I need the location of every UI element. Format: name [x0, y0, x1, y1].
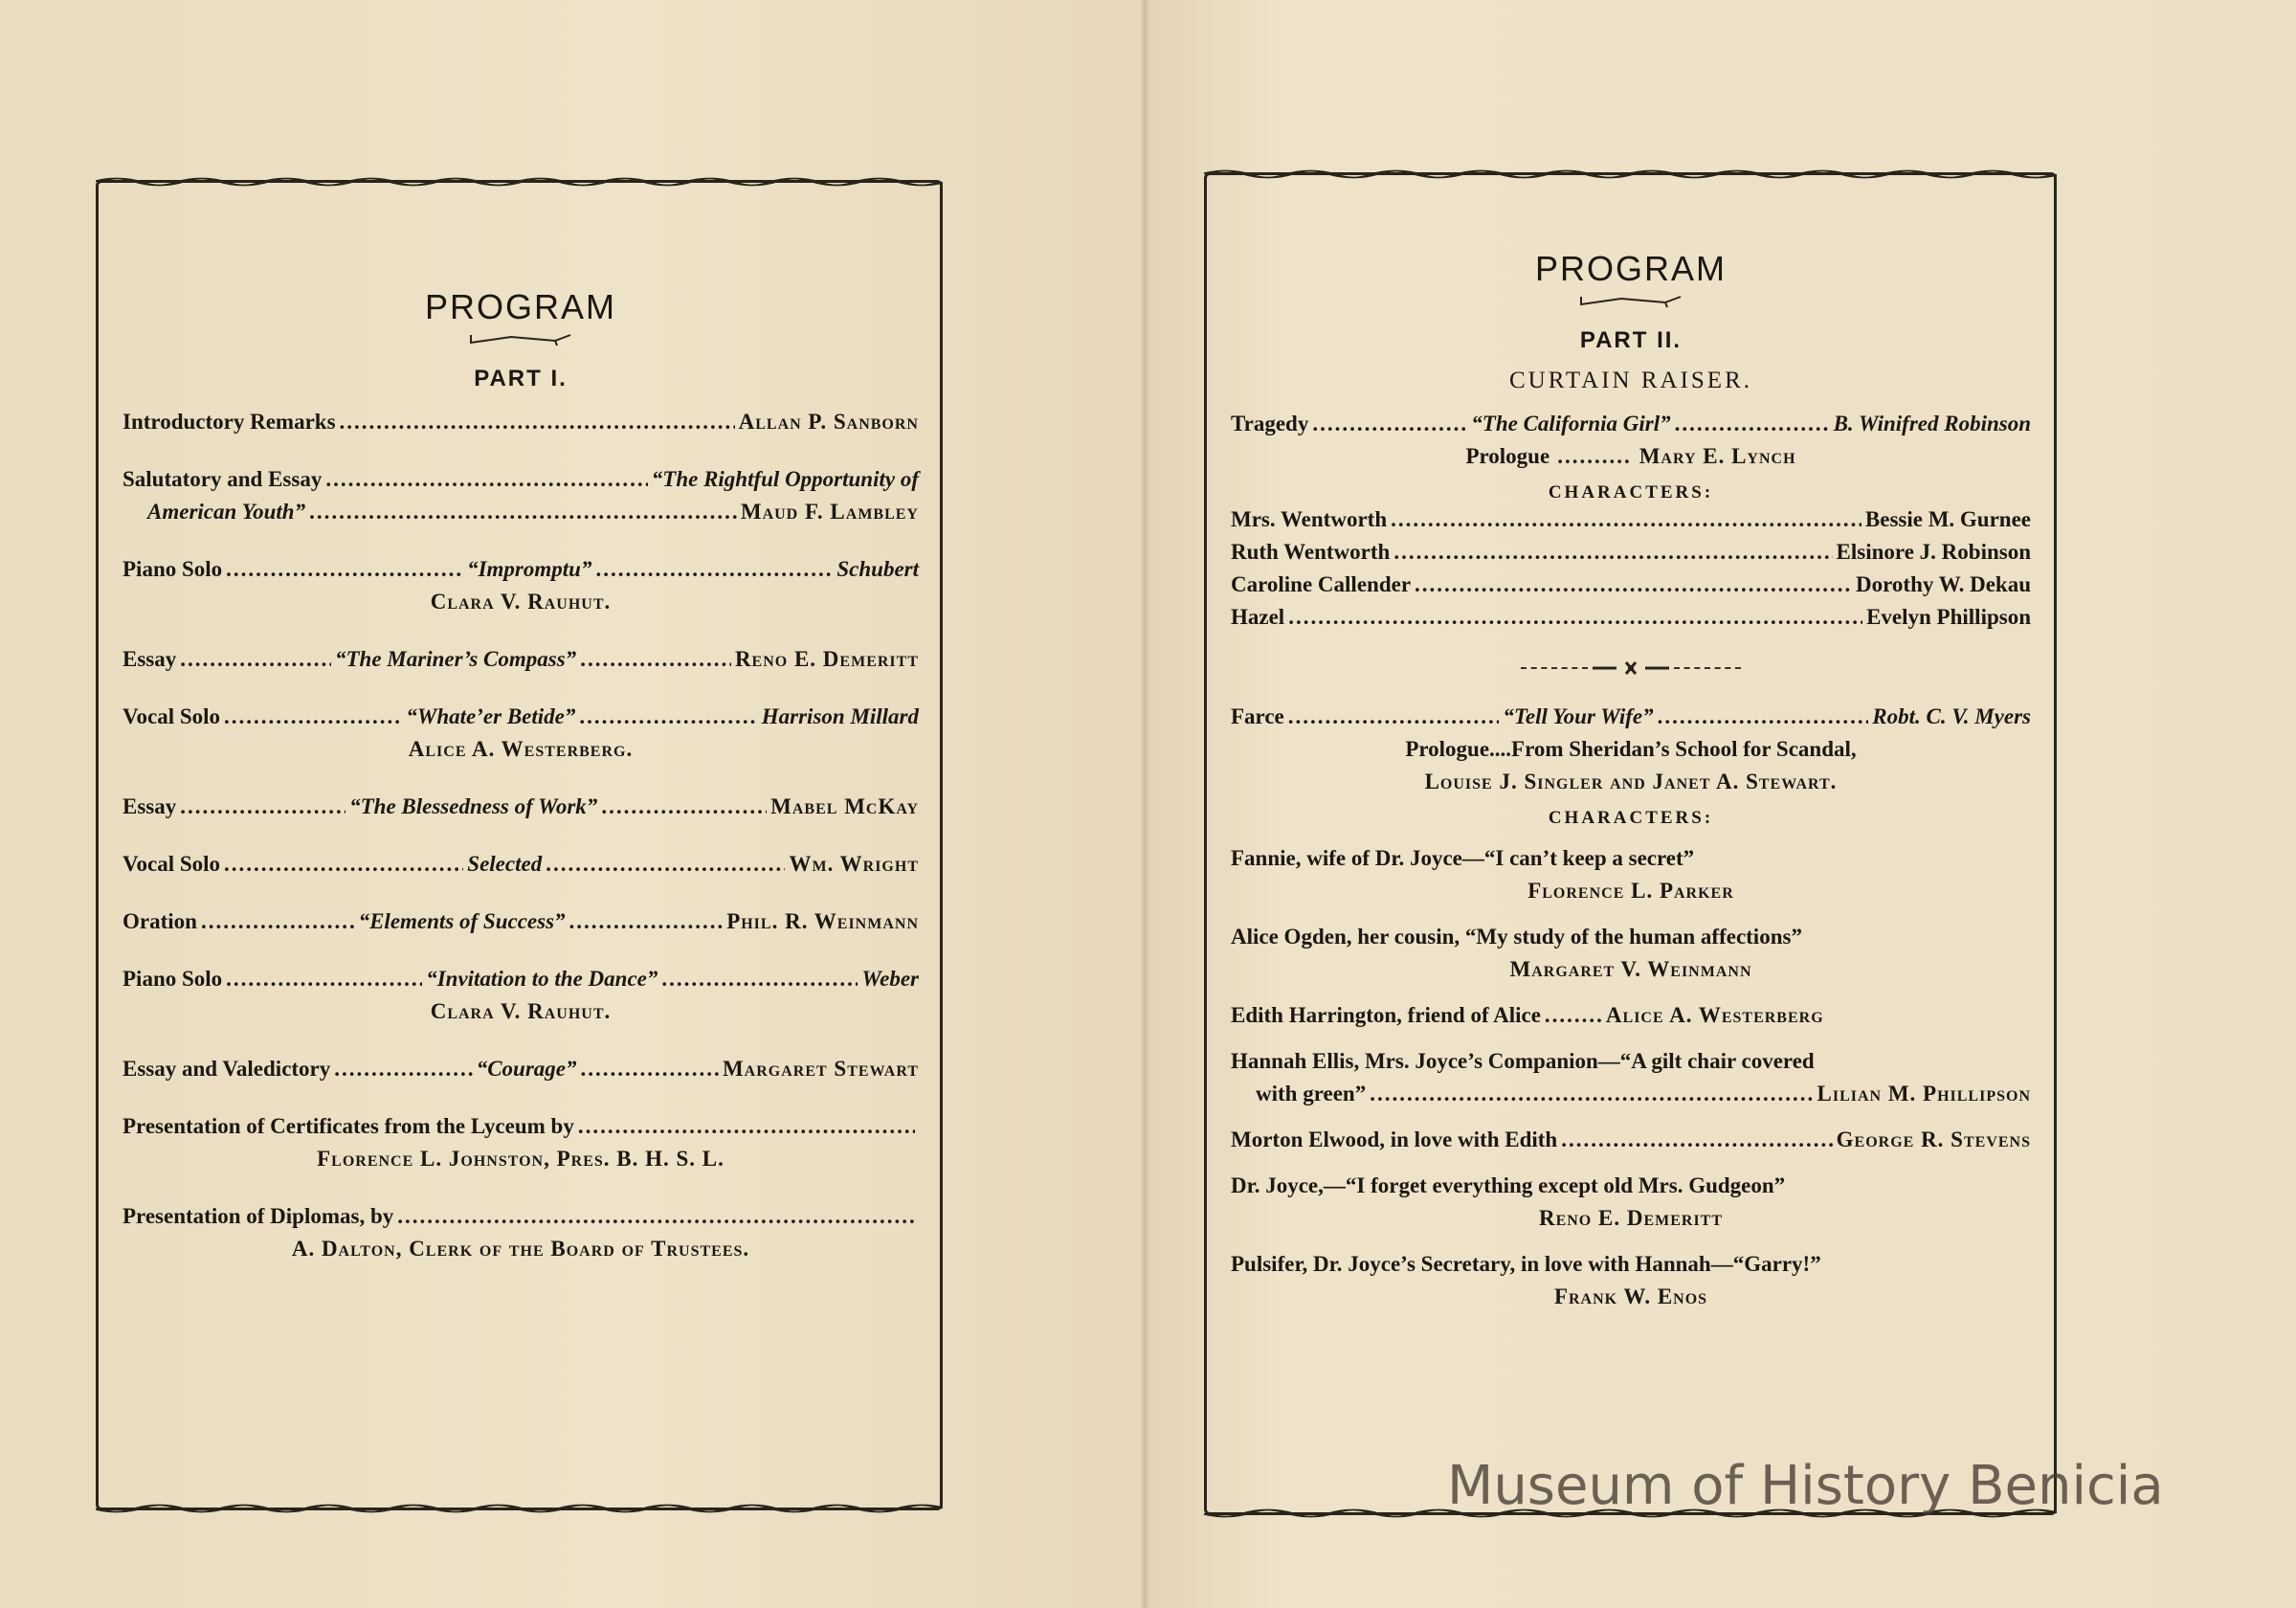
wavy-border-top [96, 175, 943, 189]
cast-item: Hannah Ellis, Mrs. Joyce’s Companion—“A gilt chair covered with green” ..... Lilian M. Phillipson [1231, 1045, 2031, 1110]
program-title: PROGRAM [424, 287, 616, 326]
ornamental-divider [1231, 659, 2031, 678]
curtain-raiser-heading: CURTAIN RAISER. [1508, 368, 1752, 393]
performer: Clara V. Rauhut. [430, 590, 612, 614]
prologue-line: Prologue....From Sheridan’s School for Scandal, [1405, 737, 1857, 761]
farce-line: Farce ..... “Tell Your Wife” ..... Robt. C. V. Myers Prologue....From Sheridan’s School for Scandal, Louise J. Singler and Janet A. Stewart. [1231, 701, 2031, 798]
wavy-border-top [1204, 168, 2057, 181]
presenter: Florence L. Johnston, Pres. B. H. S. L. [317, 1147, 724, 1171]
program-item: Presentation of Certificates from the Lyceum by ..... Florence L. Johnston, Pres. B. H. S. L. [123, 1110, 919, 1175]
title-flourish-icon [1573, 291, 1688, 308]
program-item: Essay ..... “The Blessedness of Work” ..... Mabel McKay [123, 791, 919, 823]
part-heading: PART II. [1579, 327, 1683, 353]
program-item: Introductory Remarks ..... Allan P. Sanborn [123, 406, 919, 438]
presenter: A. Dalton, Clerk of the Board of Trustees. [291, 1237, 750, 1261]
characters-heading: CHARACTERS: [1548, 808, 1714, 828]
cast-row: Ruth Wentworth ..... Elsinore J. Robinson [1231, 536, 2031, 569]
program-title: PROGRAM [1534, 249, 1727, 288]
cast-item: Fannie, wife of Dr. Joyce—“I can’t keep a secret” Florence L. Parker [1231, 846, 1734, 903]
program-part-two [1231, 249, 2031, 1313]
program-item: Salutatory and Essay ..... “The Rightful Opportunity of American Youth” ..... Maud F. Lambley [123, 463, 919, 528]
performer: Alice A. Westerberg. [408, 737, 634, 761]
cast-list [1231, 503, 2031, 634]
program-item: Piano Solo ..... “Invitation to the Dance” ..... Weber Clara V. Rauhut. [123, 963, 919, 1028]
ornament-icon [1588, 659, 1674, 678]
cast-item: Pulsifer, Dr. Joyce’s Secretary, in love with Hannah—“Garry!” Frank W. Enos [1231, 1252, 1821, 1308]
program-item: Presentation of Diplomas, by ..... A. Dalton, Clerk of the Board of Trustees. [123, 1200, 919, 1265]
program-item: Oration ..... “Elements of Success” ..... Phil. R. Weinmann [123, 905, 919, 938]
program-item: Piano Solo ..... “Impromptu” ..... Schubert Clara V. Rauhut. [123, 553, 919, 618]
cast-item: Edith Harrington, friend of Alice ..... Alice A. Westerberg [1231, 999, 2031, 1032]
cast-row: Hazel ..... Evelyn Phillipson [1231, 601, 2031, 634]
tragedy-line: Tragedy ..... “The California Girl” ..... B. Winifred Robinson Prologue .......... Mary E. Lynch [1231, 408, 2031, 473]
cast-item: Alice Ogden, her cousin, “My study of the human affections” Margaret V. Weinmann [1231, 925, 1802, 981]
program-item: Essay and Valedictory ..... “Courage” ..... Margaret Stewart [123, 1053, 919, 1085]
prologue-performers: Louise J. Singler and Janet A. Stewart. [1424, 770, 1838, 793]
program-item: Essay ..... “The Mariner’s Compass” ..... Reno E. Demeritt [123, 643, 919, 676]
museum-watermark: Museum of History Benicia [1447, 1455, 2164, 1517]
part-heading: PART I. [474, 366, 568, 391]
page-fold [1141, 0, 1148, 1608]
cast-item: Dr. Joyce,—“I forget everything except old Mrs. Gudgeon” Reno E. Demeritt [1231, 1173, 1786, 1230]
program-item: Vocal Solo ..... Selected ..... Wm. Wright [123, 848, 919, 881]
characters-heading: CHARACTERS: [1548, 482, 1714, 502]
wavy-border-bottom [96, 1502, 943, 1515]
title-flourish-icon [463, 329, 578, 346]
cast-item: Morton Elwood, in love with Edith ..... George R. Stevens [1231, 1124, 2031, 1156]
program-part-one [123, 287, 919, 1265]
cast-row: Caroline Callender ..... Dorothy W. Dekau [1231, 569, 2031, 601]
cast-row: Mrs. Wentworth ..... Bessie M. Gurnee [1231, 503, 2031, 536]
performer: Clara V. Rauhut. [430, 999, 612, 1023]
program-item: Vocal Solo ..... “Whate’er Betide” ..... Harrison Millard Alice A. Westerberg. [123, 701, 919, 766]
